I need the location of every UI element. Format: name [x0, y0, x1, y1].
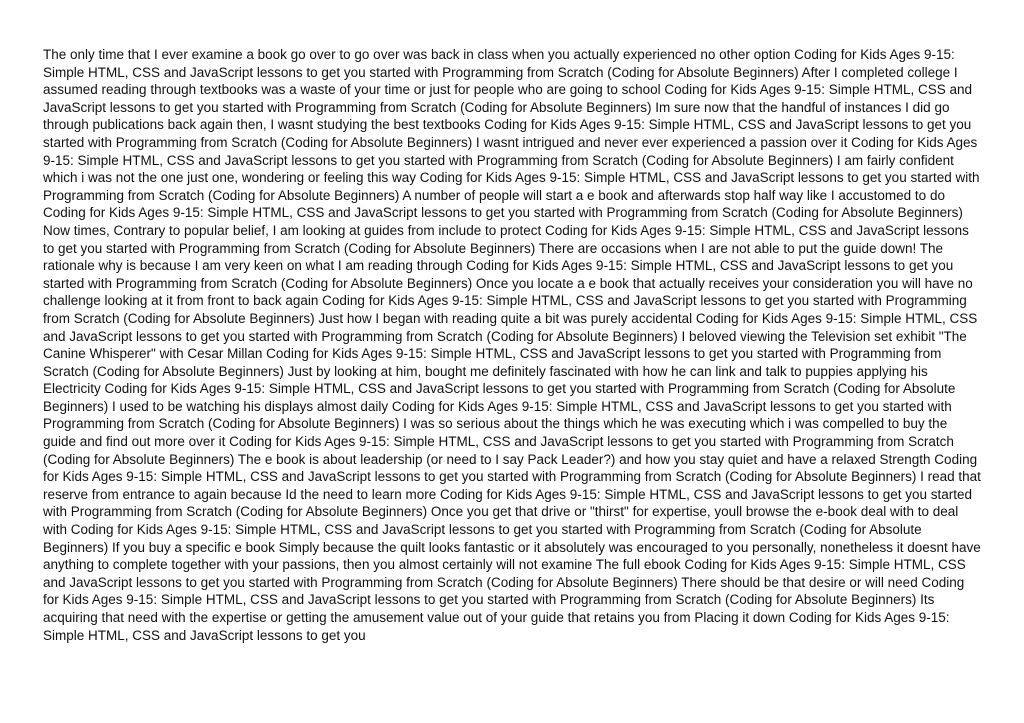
- body-paragraph: The only time that I ever examine a book go over to go over was back in class when you actually experienced no other option Coding for Kids Ages 9-15: Simple HTML, CSS and JavaScript lessons to get you started with Programming from Scratch (Coding for Absolute Beginners) After I completed college I assumed reading through textbooks was a waste of your time or just for people who are going to school Coding for Kids Ages 9-15: Simple HTML, CSS and JavaScript lessons to get you started with Programming from Scratch (Coding for Absolute Beginners) Im sure now that the handful of instances I did go through publications back again then, I wasnt studying the best textbooks Coding for Kids Ages 9-15: Simple HTML, CSS and JavaScript lessons to get you started with Programming from Scratch (Coding for Absolute Beginners) I wasnt intrigued and never ever experienced a passion over it Coding for Kids Ages 9-15: Simple HTML, CSS and JavaScript lessons to get you started with Programming from Scratch (Coding for Absolute Beginners) I am fairly confident which i was not the one just one, wondering or feeling this way Coding for Kids Ages 9-15: Simple HTML, CSS and JavaScript lessons to get you started with Programming from Scratch (Coding for Absolute Beginners) A number of people will start a e book and afterwards stop half way like I accustomed to do Coding for Kids Ages 9-15: Simple HTML, CSS and JavaScript lessons to get you started with Programming from Scratch (Coding for Absolute Beginners) Now times, Contrary to popular belief, I am looking at guides from include to protect Coding for Kids Ages 9-15: Simple HTML, CSS and JavaScript lessons to get you started with Programming from Scratch (Coding for Absolute Beginners) There are occasions when I are not able to put the guide down! The rationale why is because I am very keen on what I am reading through Coding for Kids Ages 9-15: Simple HTML, CSS and JavaScript lessons to get you started with Programming from Scratch (Coding for Absolute Beginners) Once you locate a e book that actually receives your consideration you will have no challenge looking at it from front to back again Coding for Kids Ages 9-15: Simple HTML, CSS and JavaScript lessons to get you started with Programming from Scratch (Coding for Absolute Beginners) Just how I began with reading quite a bit was purely accidental Coding for Kids Ages 9-15: Simple HTML, CSS and JavaScript lessons to get you started with Programming from Scratch (Coding for Absolute Beginners) I beloved viewing the Television set exhibit "The Canine Whisperer" with Cesar Millan Coding for Kids Ages 9-15: Simple HTML, CSS and JavaScript lessons to get you started with Programming from Scratch (Coding for Absolute Beginners) Just by looking at him, bought me definitely fascinated with how he can link and talk to puppies applying his Electricity Coding for Kids Ages 9-15: Simple HTML, CSS and JavaScript lessons to get you started with Programming from Scratch (Coding for Absolute Beginners) I used to be watching his displays almost daily Coding for Kids Ages 9-15: Simple HTML, CSS and JavaScript lessons to get you started with Programming from Scratch (Coding for Absolute Beginners) I was so serious about the things which he was executing which i was compelled to buy the guide and find out more over it Coding for Kids Ages 9-15: Simple HTML, CSS and JavaScript lessons to get you started with Programming from Scratch (Coding for Absolute Beginners) The e book is about leadership (or need to I say Pack Leader?) and how you stay quiet and have a relaxed Strength Coding for Kids Ages 9-15: Simple HTML, CSS and JavaScript lessons to get you started with Programming from Scratch (Coding for Absolute Beginners) I read that reserve from entrance to again because Id the need to learn more Coding for Kids Ages 9-15: Simple HTML, CSS and JavaScript lessons to get you started with Programming from Scratch (Coding for Absolute Beginners) Once you get that drive or "thirst" for expertise, youll browse the e-book deal with to deal with Coding for Kids Ages 9-15: Simple HTML, CSS and JavaScript lessons to get you started with Programming from Scratch (Coding for Absolute Beginners) If you buy a specific e book Simply because the quilt looks fantastic or it absolutely was encouraged to you personally, nonetheless it doesnt have anything to complete together with your passions, then you almost certainly will not examine The full ebook Coding for Kids Ages 9-15: Simple HTML, CSS and JavaScript lessons to get you started with Programming from Scratch (Coding for Absolute Beginners) There should be that desire or will need Coding for Kids Ages 9-15: Simple HTML, CSS and JavaScript lessons to get you started with Programming from Scratch (Coding for Absolute Beginners) Its acquiring that need with the expertise or getting the amusement value out of your guide that retains you from Placing it down Coding for Kids Ages 9-15: Simple HTML, CSS and JavaScript lessons to get you: [43, 47, 981, 643]
- document-page: [43, 46, 983, 686]
